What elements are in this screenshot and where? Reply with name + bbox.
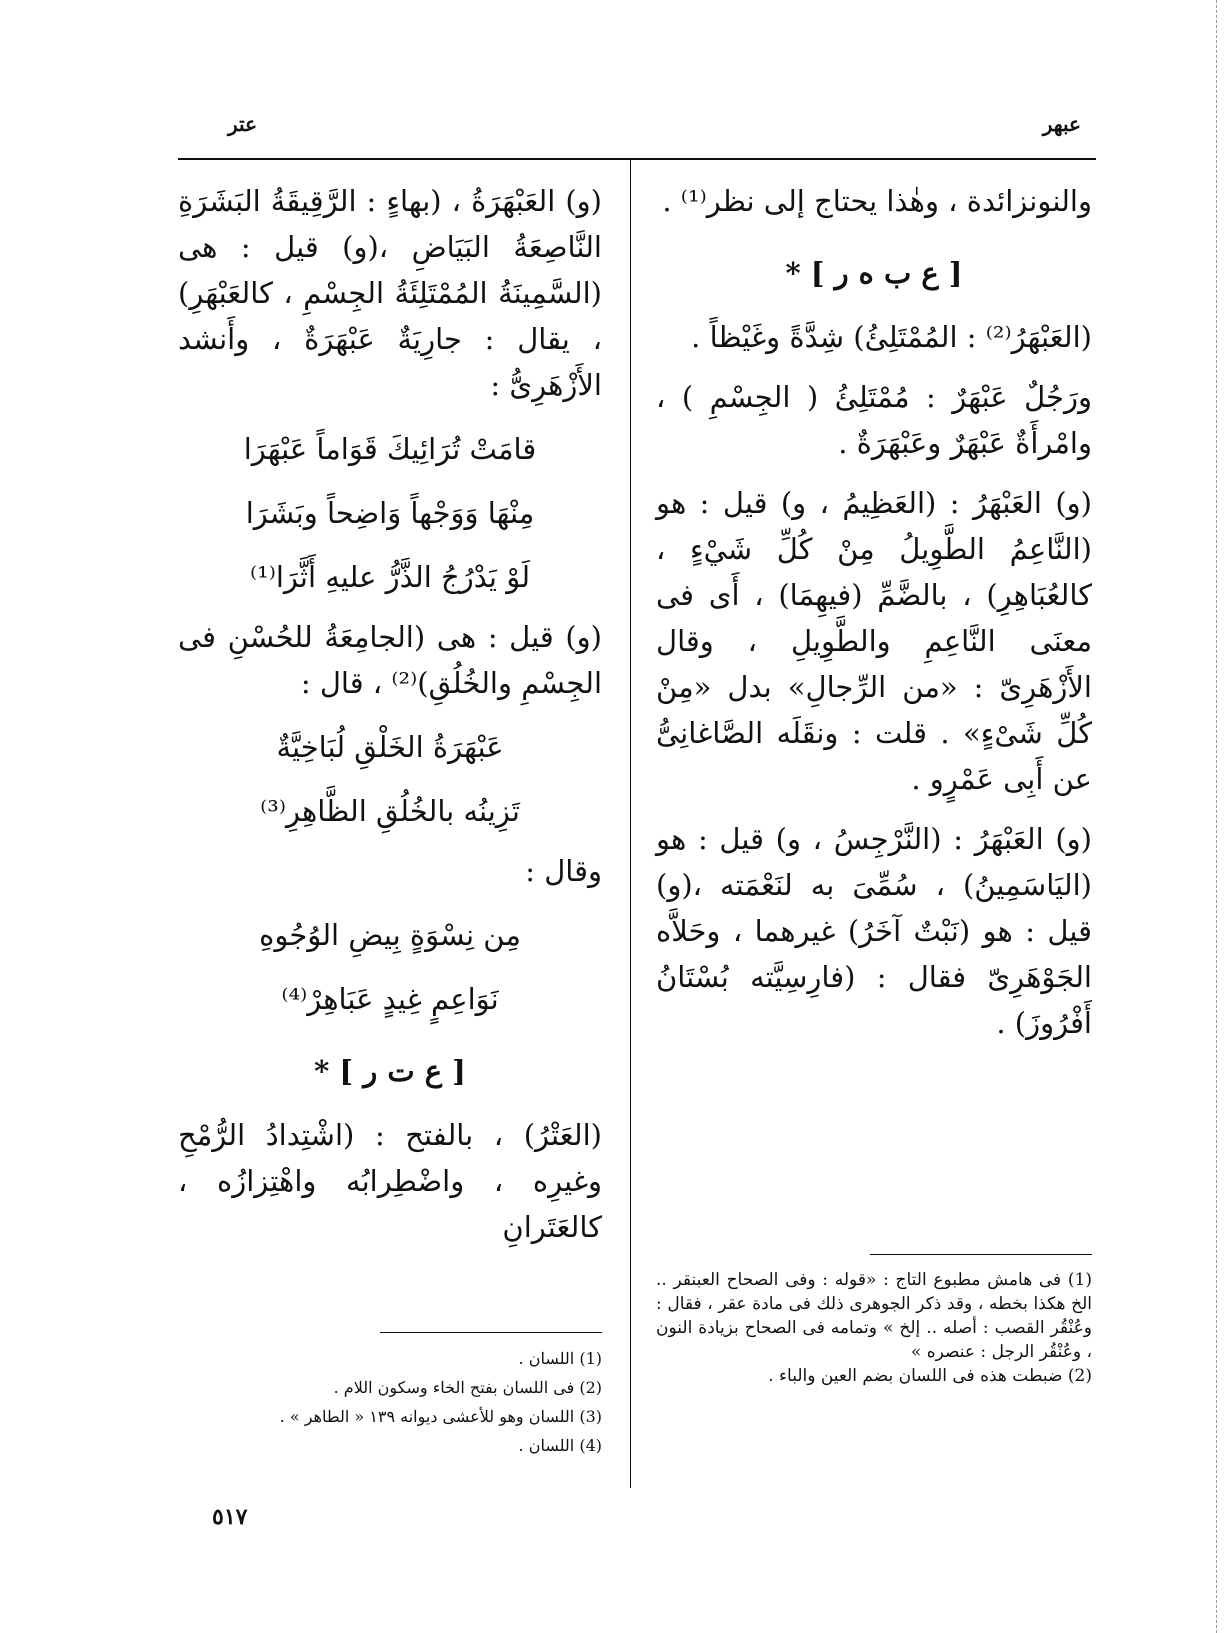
right-paragraph-3: ورَجُلٌ عَبْهَرٌ : مُمْتَلِئُ ( الجِسْمِ ) ، وامْرأَةٌ عَبْهَرٌ وعَبْهَرَةٌ . (656, 380, 1092, 460)
left-paragraph-4: (العَتْرُ) ، بالفتح : (اشْتِدادُ الرُّمْحِ وغيرِه ، واضْطِرابُه واهْتِزازُه ، كالعَتَرانِ (178, 1118, 602, 1244)
right-footnotes (656, 1268, 1092, 1388)
verse-line-4: عَبْهَرَةُ الخَلْقِ لُبَاخِيَّةٌ (276, 730, 504, 764)
column-divider (630, 158, 631, 1488)
right-footnote-2: (2) ضبطت هذه فى اللسان بضم العين والباء . (768, 1366, 1092, 1386)
verse-line-1: قامَتْ تُرَائِيكَ قَوَاماً عَبْهَرَا (243, 432, 537, 466)
verse-line-3: لَوْ يَدْرُجُ الذَّرُّ عليهِ أَثَّرَا⁽¹⁾ (249, 560, 531, 594)
entry-heading-abhar: [ ع ب ه ر ] * (785, 256, 963, 290)
right-paragraph-2: (العَبْهَرُ⁽²⁾ : المُمْتَلِئُ) شِدَّةً وغَيْظاً . (691, 320, 1092, 354)
scan-edge-line (1216, 0, 1217, 1633)
left-column (178, 178, 602, 1264)
left-footnote-2: (2) فى اللسان بفتح الخاء وسكون اللام . (333, 1378, 602, 1397)
header-left-word: عتر (228, 112, 258, 136)
left-footnote-rule (380, 1332, 602, 1333)
right-paragraph-4: (و) العَبْهَرُ : (العَظِيمُ ، و) قيل : هو (النَّاعِمُ الطَّوِيلُ مِنْ كُلِّ شَيْءٍ ، كالعُبَاهِرِ) ، بالضَّمِّ (فيهِمَا) ، أَى فى معنَى النَّاعِمِ والطَّوِيلِ ، وقال الأَزْهَرِىّ : «من الرِّجالِ» بدل «مِنْ كُلِّ شَىْءٍ» . قلت : ونقَلَه الصَّاغانِىُّ عن أَبِى عَمْرٍو . (656, 486, 1092, 796)
right-footnote-rule (870, 1254, 1092, 1255)
header-rule (178, 158, 1096, 160)
right-footnote-1-text: (1) فى هامش مطبوع التاج : «قوله : وفى الصحاح العبنقر .. الخ هكذا بخطه ، وقد ذكر الجوهرى ذلك فى مادة عقر ، فقال : وعُنْقُر القصب : أصله .. إلخ » وتمامه فى الصحاح بزيادة النون ، وعُنْقُر الرجل : عنصره » (656, 1270, 1092, 1362)
left-paragraph-1: (و) العَبْهَرَةُ ، (بهاءٍ : الرَّقِيقَةُ البَشَرَةِ النَّاصِعَةُ البَيَاضِ ،(و) قيل : هى (السَّمِينَةُ المُمْتَلِئَةُ الجِسْمِ ، كالعَبْهَرِ) ، يقال : جارِيَةٌ عَبْهَرَةٌ ، وأَنشد الأَزْهَرِىُّ : (178, 184, 602, 402)
page-number: ٥١٧ (212, 1504, 248, 1530)
left-paragraph-2: (و) قيل : هى (الجامِعَةُ للحُسْنِ فى الجِسْمِ والخُلُقِ)⁽²⁾ ، قال : (178, 620, 602, 700)
left-footnote-1: (1) اللسان . (518, 1349, 602, 1368)
left-paragraph-3: وقال : (525, 854, 602, 888)
left-footnote-4: (4) اللسان . (518, 1436, 602, 1455)
right-paragraph-1: والنونزائدة ، وهٰذا يحتاج إلى نظر⁽¹⁾ . (662, 184, 1092, 218)
right-column (656, 178, 1092, 1060)
left-footnotes (178, 1344, 602, 1460)
right-footnote-1 (656, 1268, 1092, 1364)
right-paragraph-5: (و) العَبْهَرُ : (النَّرْجِسُ ، و) قيل : هو (اليَاسَمِينُ) ، سُمِّىَ به لنَعْمَته ،(و) قيل : هو (نَبْتٌ آخَرُ) غيرهما ، وحَلاَّه الجَوْهَرِىّ فقال : (فارِسِيَّته بُسْتَانُ أَفْرُوزَ) . (656, 822, 1092, 1040)
verse-line-7: نَوَاعِمٍ غِيدٍ عَبَاهِرْ⁽⁴⁾ (281, 982, 499, 1016)
verse-line-2: مِنْهَا وَوَجْهاً وَاضِحاً وبَشَرَا (245, 496, 535, 530)
verse-line-5: تَزِينُه بالخُلُقِ الظَّاهِرِ⁽³⁾ (260, 794, 520, 828)
verse-line-6: مِن نِسْوَةٍ بِيضِ الوُجُوهِ (259, 918, 521, 952)
entry-heading-atr: [ ع ت ر ] * (314, 1054, 466, 1088)
left-footnote-3: (3) اللسان وهو للأعشى ديوانه ١٣٩ « الطاهر » . (279, 1407, 602, 1426)
header-right-word: عبهر (1042, 112, 1081, 136)
